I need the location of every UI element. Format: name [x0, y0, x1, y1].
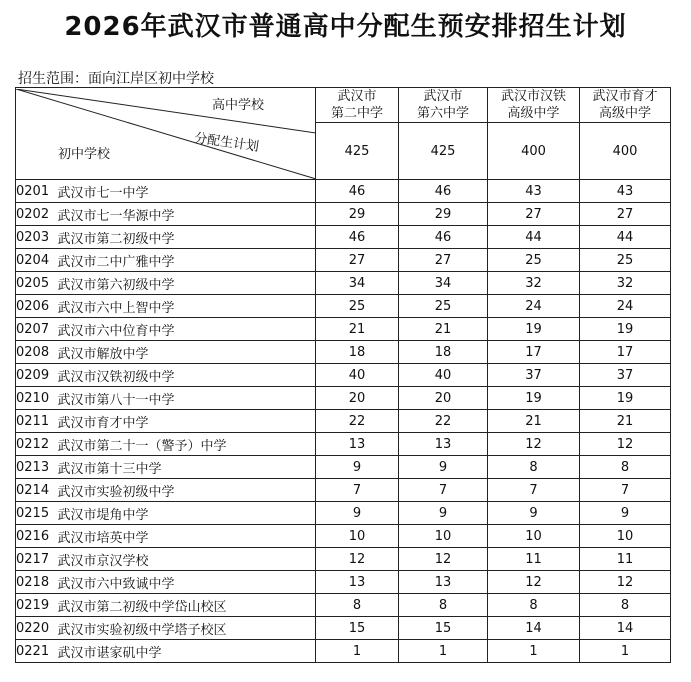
allocation-value: 11 [488, 548, 580, 571]
high-school-header [316, 88, 399, 123]
allocation-value: 29 [399, 203, 488, 226]
table-row [16, 479, 671, 502]
middle-school-name: 武汉市第二初级中学 [58, 226, 316, 249]
table-row [16, 410, 671, 433]
middle-school-name: 武汉市七一中学 [58, 180, 316, 203]
middle-school-name: 武汉市堤角中学 [58, 502, 316, 525]
allocation-value: 25 [580, 249, 671, 272]
allocation-value: 8 [580, 594, 671, 617]
school-code: 0209 [16, 364, 58, 387]
middle-school-name: 武汉市六中致诚中学 [58, 571, 316, 594]
allocation-value: 10 [580, 525, 671, 548]
allocation-value: 15 [316, 617, 399, 640]
plan-label: 分配生计划 [193, 130, 260, 155]
school-code: 0215 [16, 502, 58, 525]
high-school-name-line2: 第二中学 [330, 106, 383, 121]
high-school-name-line1: 武汉市汉铁 [500, 89, 566, 104]
allocation-value: 8 [488, 456, 580, 479]
high-school-quota: 400 [580, 123, 671, 180]
allocation-value: 46 [399, 180, 488, 203]
high-school-name-line2: 第六中学 [416, 106, 469, 121]
table-row [16, 502, 671, 525]
allocation-value: 15 [399, 617, 488, 640]
page-title: 2026年武汉市普通高中分配生预安排招生计划 [64, 12, 627, 42]
table-row [16, 203, 671, 226]
allocation-value: 25 [488, 249, 580, 272]
allocation-value: 22 [399, 410, 488, 433]
diagonal-lines [16, 89, 315, 179]
allocation-value: 14 [488, 617, 580, 640]
middle-school-name: 武汉市第十三中学 [58, 456, 316, 479]
allocation-value: 43 [580, 180, 671, 203]
allocation-value: 7 [316, 479, 399, 502]
allocation-value: 7 [399, 479, 488, 502]
table-row [16, 180, 671, 203]
table-row [16, 249, 671, 272]
allocation-value: 19 [488, 318, 580, 341]
table-row [16, 318, 671, 341]
header-corner-cell [16, 88, 316, 180]
school-code: 0204 [16, 249, 58, 272]
allocation-value: 20 [399, 387, 488, 410]
middle-school-name: 武汉市京汉学校 [58, 548, 316, 571]
school-code: 0210 [16, 387, 58, 410]
table-row [16, 525, 671, 548]
allocation-value: 13 [399, 571, 488, 594]
allocation-value: 34 [399, 272, 488, 295]
table-row [16, 594, 671, 617]
allocation-value: 44 [580, 226, 671, 249]
high-school-name-line2: 高级中学 [598, 106, 651, 121]
school-code: 0214 [16, 479, 58, 502]
allocation-value: 12 [488, 433, 580, 456]
middle-school-name: 武汉市解放中学 [58, 341, 316, 364]
allocation-value: 21 [488, 410, 580, 433]
middle-school-name: 武汉市七一华源中学 [58, 203, 316, 226]
allocation-value: 9 [316, 456, 399, 479]
table-body [16, 180, 671, 663]
high-school-header [399, 88, 488, 123]
school-code: 0207 [16, 318, 58, 341]
allocation-value: 24 [488, 295, 580, 318]
allocation-value: 9 [488, 502, 580, 525]
allocation-value: 18 [399, 341, 488, 364]
allocation-value: 9 [580, 502, 671, 525]
school-code: 0202 [16, 203, 58, 226]
allocation-value: 10 [488, 525, 580, 548]
school-code: 0221 [16, 640, 58, 663]
allocation-value: 8 [399, 594, 488, 617]
school-code: 0203 [16, 226, 58, 249]
table-row [16, 548, 671, 571]
allocation-value: 9 [399, 502, 488, 525]
table-row [16, 272, 671, 295]
school-code: 0213 [16, 456, 58, 479]
high-school-header [580, 88, 671, 123]
high-school-quota: 400 [488, 123, 580, 180]
allocation-value: 20 [316, 387, 399, 410]
table-row [16, 433, 671, 456]
table-row [16, 571, 671, 594]
high-school-name-line1: 武汉市 [423, 89, 463, 104]
table-header [16, 88, 671, 180]
middle-school-label: 初中学校 [58, 146, 111, 162]
high-school-name-line1: 武汉市育才 [592, 89, 658, 104]
allocation-value: 21 [316, 318, 399, 341]
middle-school-name: 武汉市六中位育中学 [58, 318, 316, 341]
allocation-value: 7 [580, 479, 671, 502]
table-row [16, 295, 671, 318]
allocation-value: 12 [399, 548, 488, 571]
high-school-header [488, 88, 580, 123]
allocation-value: 12 [488, 571, 580, 594]
allocation-value: 24 [580, 295, 671, 318]
allocation-value: 19 [580, 318, 671, 341]
allocation-value: 1 [488, 640, 580, 663]
school-code: 0206 [16, 295, 58, 318]
table-row [16, 456, 671, 479]
allocation-value: 1 [399, 640, 488, 663]
allocation-value: 27 [488, 203, 580, 226]
middle-school-name: 武汉市六中上智中学 [58, 295, 316, 318]
allocation-value: 17 [580, 341, 671, 364]
school-code: 0208 [16, 341, 58, 364]
allocation-value: 10 [316, 525, 399, 548]
allocation-value: 13 [316, 571, 399, 594]
plan-table [15, 87, 671, 663]
allocation-value: 12 [580, 571, 671, 594]
allocation-value: 27 [580, 203, 671, 226]
allocation-value: 25 [316, 295, 399, 318]
allocation-value: 40 [399, 364, 488, 387]
allocation-value: 27 [399, 249, 488, 272]
allocation-value: 46 [316, 226, 399, 249]
middle-school-name: 武汉市第六初级中学 [58, 272, 316, 295]
school-code: 0220 [16, 617, 58, 640]
allocation-value: 9 [399, 456, 488, 479]
allocation-value: 1 [316, 640, 399, 663]
school-code: 0218 [16, 571, 58, 594]
middle-school-name: 武汉市汉铁初级中学 [58, 364, 316, 387]
middle-school-name: 武汉市第二十一（警予）中学 [58, 433, 316, 456]
allocation-value: 13 [316, 433, 399, 456]
high-school-name-line1: 武汉市 [337, 89, 377, 104]
allocation-value: 18 [316, 341, 399, 364]
table-row [16, 364, 671, 387]
high-school-quota: 425 [316, 123, 399, 180]
allocation-value: 44 [488, 226, 580, 249]
table-row [16, 387, 671, 410]
school-code: 0211 [16, 410, 58, 433]
allocation-value: 37 [488, 364, 580, 387]
allocation-value: 1 [580, 640, 671, 663]
middle-school-name: 武汉市培英中学 [58, 525, 316, 548]
allocation-value: 32 [580, 272, 671, 295]
allocation-value: 40 [316, 364, 399, 387]
high-school-quota: 425 [399, 123, 488, 180]
allocation-value: 34 [316, 272, 399, 295]
school-code: 0216 [16, 525, 58, 548]
school-code: 0205 [16, 272, 58, 295]
allocation-value: 43 [488, 180, 580, 203]
school-code: 0219 [16, 594, 58, 617]
school-code: 0201 [16, 180, 58, 203]
allocation-value: 29 [316, 203, 399, 226]
allocation-value: 12 [580, 433, 671, 456]
allocation-value: 21 [580, 410, 671, 433]
allocation-value: 32 [488, 272, 580, 295]
high-school-name-line2: 高级中学 [507, 106, 560, 121]
allocation-value: 9 [316, 502, 399, 525]
school-code: 0212 [16, 433, 58, 456]
middle-school-name: 武汉市谌家矶中学 [58, 640, 316, 663]
allocation-value: 27 [316, 249, 399, 272]
allocation-value: 14 [580, 617, 671, 640]
table-row [16, 226, 671, 249]
allocation-value: 22 [316, 410, 399, 433]
middle-school-name: 武汉市实验初级中学 [58, 479, 316, 502]
allocation-value: 11 [580, 548, 671, 571]
middle-school-name: 武汉市二中广雅中学 [58, 249, 316, 272]
allocation-value: 10 [399, 525, 488, 548]
allocation-value: 46 [399, 226, 488, 249]
allocation-value: 46 [316, 180, 399, 203]
allocation-value: 19 [488, 387, 580, 410]
allocation-value: 12 [316, 548, 399, 571]
allocation-value: 8 [488, 594, 580, 617]
allocation-value: 8 [316, 594, 399, 617]
table-row [16, 640, 671, 663]
table-row [16, 341, 671, 364]
middle-school-name: 武汉市第二初级中学岱山校区 [58, 594, 316, 617]
allocation-value: 19 [580, 387, 671, 410]
table-row [16, 617, 671, 640]
middle-school-name: 武汉市实验初级中学塔子校区 [58, 617, 316, 640]
allocation-value: 13 [399, 433, 488, 456]
allocation-value: 25 [399, 295, 488, 318]
middle-school-name: 武汉市第八十一中学 [58, 387, 316, 410]
allocation-value: 17 [488, 341, 580, 364]
middle-school-name: 武汉市育才中学 [58, 410, 316, 433]
enrollment-scope: 招生范围：面向江岸区初中学校 [18, 71, 214, 87]
allocation-value: 7 [488, 479, 580, 502]
allocation-value: 21 [399, 318, 488, 341]
school-code: 0217 [16, 548, 58, 571]
allocation-value: 37 [580, 364, 671, 387]
allocation-value: 8 [580, 456, 671, 479]
high-school-label: 高中学校 [212, 97, 265, 113]
